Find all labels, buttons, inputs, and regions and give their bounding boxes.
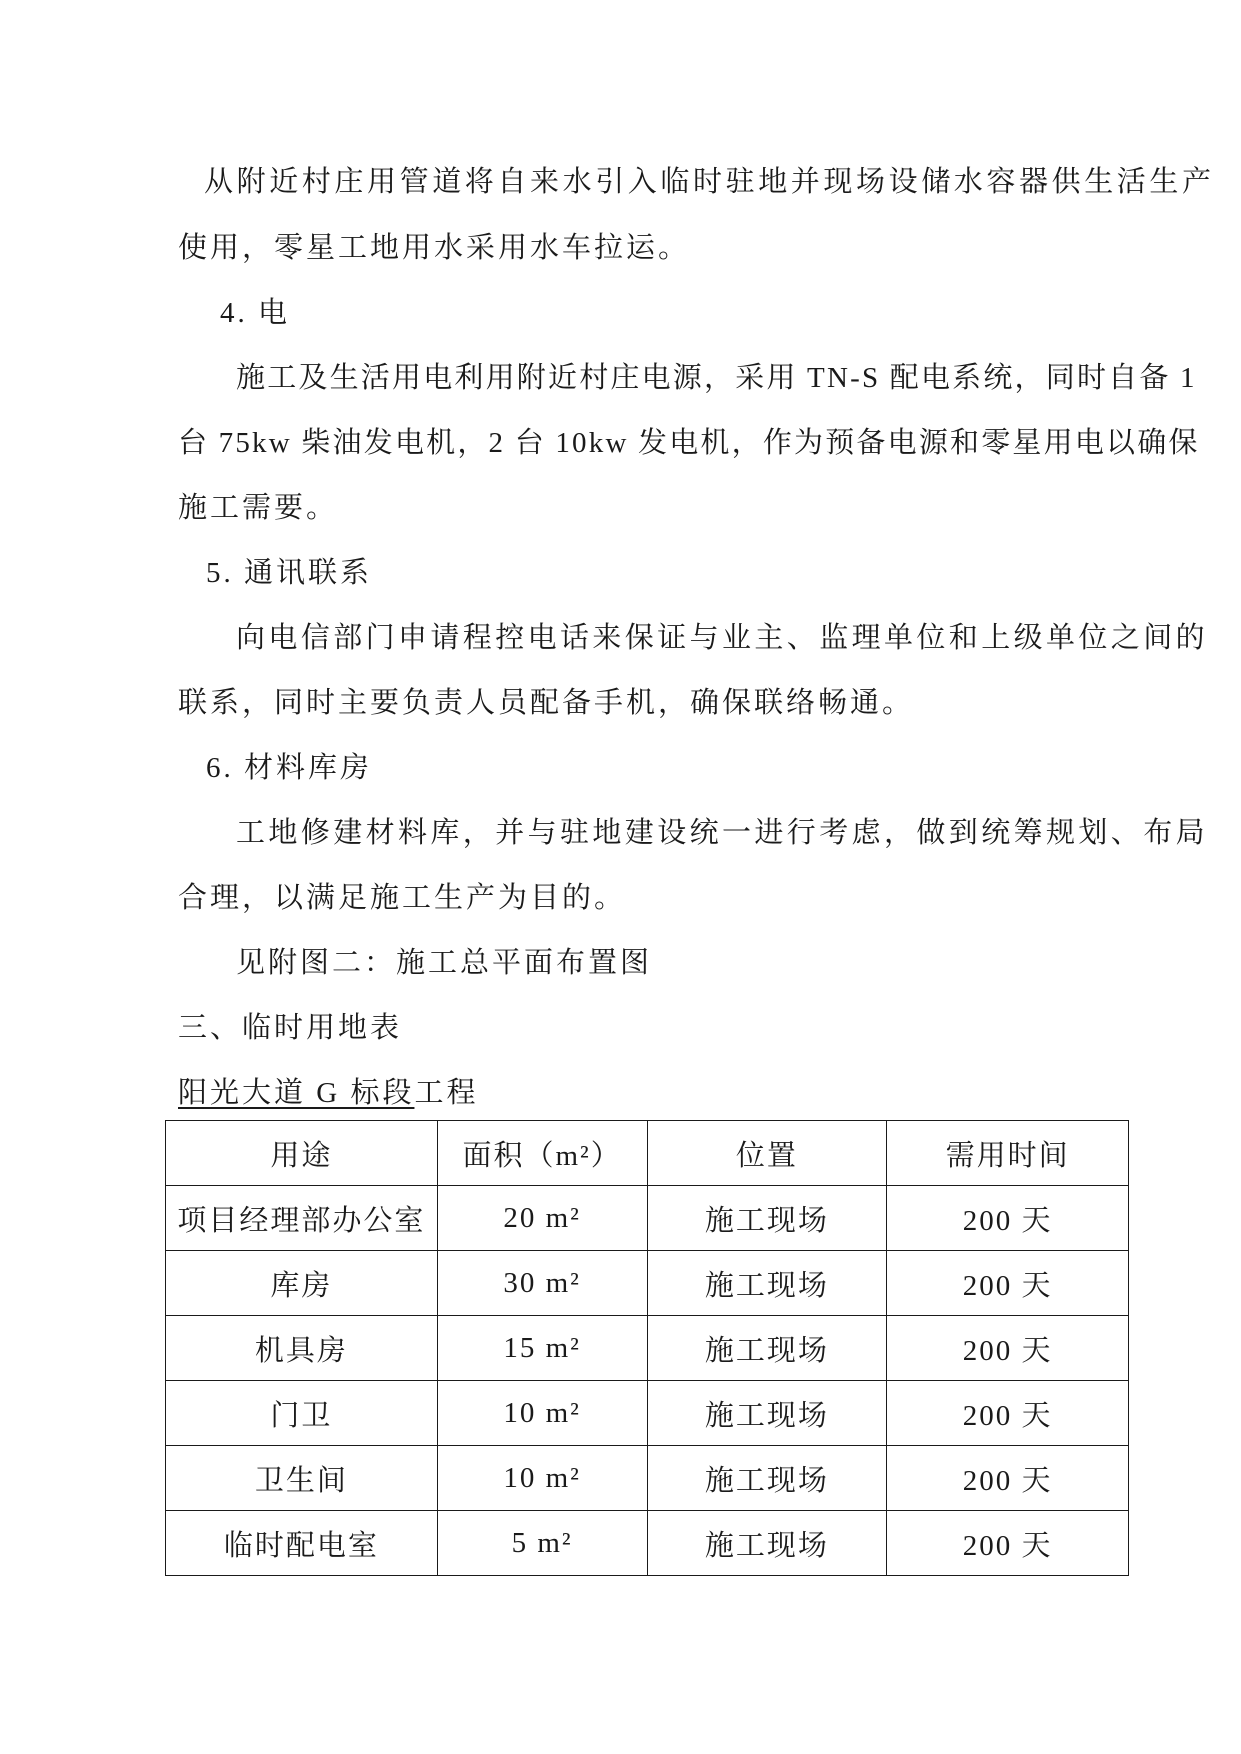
project-title — [178, 1073, 478, 1113]
table-row — [166, 1316, 1129, 1381]
paragraph-communication-line1: 向电信部门申请程控电话来保证与业主、监理单位和上级单位之间的 — [236, 622, 1209, 654]
section-heading-temporary-land: 三、临时用地表 — [178, 1012, 403, 1044]
table-row — [166, 1511, 1129, 1576]
cell-duration: 200 天 — [887, 1186, 1129, 1251]
heading-electricity: 4. 电 — [220, 297, 291, 329]
cell-usage: 门卫 — [166, 1381, 438, 1446]
paragraph-warehouse-line2: 合理，以满足施工生产为目的。 — [178, 882, 627, 914]
table-header-row — [166, 1121, 1129, 1186]
cell-location: 施工现场 — [647, 1316, 887, 1381]
paragraph-electricity-line2: 台 75kw 柴油发电机，2 台 10kw 发电机，作为预备电源和零星用电以确保 — [178, 427, 1200, 459]
cell-duration: 200 天 — [887, 1381, 1129, 1446]
cell-location: 施工现场 — [647, 1251, 887, 1316]
table-row — [166, 1186, 1129, 1251]
heading-communication: 5. 通讯联系 — [206, 557, 373, 589]
table-row — [166, 1251, 1129, 1316]
cell-area: 20 m² — [437, 1186, 647, 1251]
temporary-land-table — [165, 1120, 1129, 1576]
header-usage: 用途 — [166, 1121, 438, 1186]
cell-usage: 项目经理部办公室 — [166, 1186, 438, 1251]
paragraph-water-line1: 从附近村庄用管道将自来水引入临时驻地并现场设储水容器供生活生产 — [204, 166, 1215, 198]
see-figure-note: 见附图二：施工总平面布置图 — [236, 947, 653, 979]
paragraph-warehouse-line1: 工地修建材料库，并与驻地建设统一进行考虑，做到统筹规划、布局 — [236, 817, 1209, 849]
project-title-underlined: 阳光大道 G 标段 — [178, 1077, 415, 1109]
header-duration: 需用时间 — [887, 1121, 1129, 1186]
cell-usage: 卫生间 — [166, 1446, 438, 1511]
cell-area: 5 m² — [437, 1511, 647, 1576]
cell-area: 10 m² — [437, 1381, 647, 1446]
cell-location: 施工现场 — [647, 1186, 887, 1251]
cell-location: 施工现场 — [647, 1446, 887, 1511]
table-row — [166, 1381, 1129, 1446]
paragraph-electricity-line3: 施工需要。 — [178, 492, 339, 524]
paragraph-electricity-line1: 施工及生活用电利用附近村庄电源，采用 TN-S 配电系统，同时自备 1 — [236, 362, 1197, 394]
cell-usage: 机具房 — [166, 1316, 438, 1381]
header-location: 位置 — [647, 1121, 887, 1186]
heading-warehouse: 6. 材料库房 — [206, 752, 373, 784]
table-row — [166, 1446, 1129, 1511]
cell-usage: 临时配电室 — [166, 1511, 438, 1576]
cell-usage: 库房 — [166, 1251, 438, 1316]
cell-duration: 200 天 — [887, 1511, 1129, 1576]
paragraph-communication-line2: 联系，同时主要负责人员配备手机，确保联络畅通。 — [178, 687, 915, 719]
cell-duration: 200 天 — [887, 1446, 1129, 1511]
paragraph-water-line2: 使用，零星工地用水采用水车拉运。 — [178, 232, 691, 264]
cell-duration: 200 天 — [887, 1316, 1129, 1381]
cell-duration: 200 天 — [887, 1251, 1129, 1316]
cell-location: 施工现场 — [647, 1381, 887, 1446]
cell-area: 30 m² — [437, 1251, 647, 1316]
cell-area: 15 m² — [437, 1316, 647, 1381]
header-area: 面积（m²） — [437, 1121, 647, 1186]
cell-area: 10 m² — [437, 1446, 647, 1511]
project-title-suffix: 工程 — [414, 1077, 479, 1109]
cell-location: 施工现场 — [647, 1511, 887, 1576]
